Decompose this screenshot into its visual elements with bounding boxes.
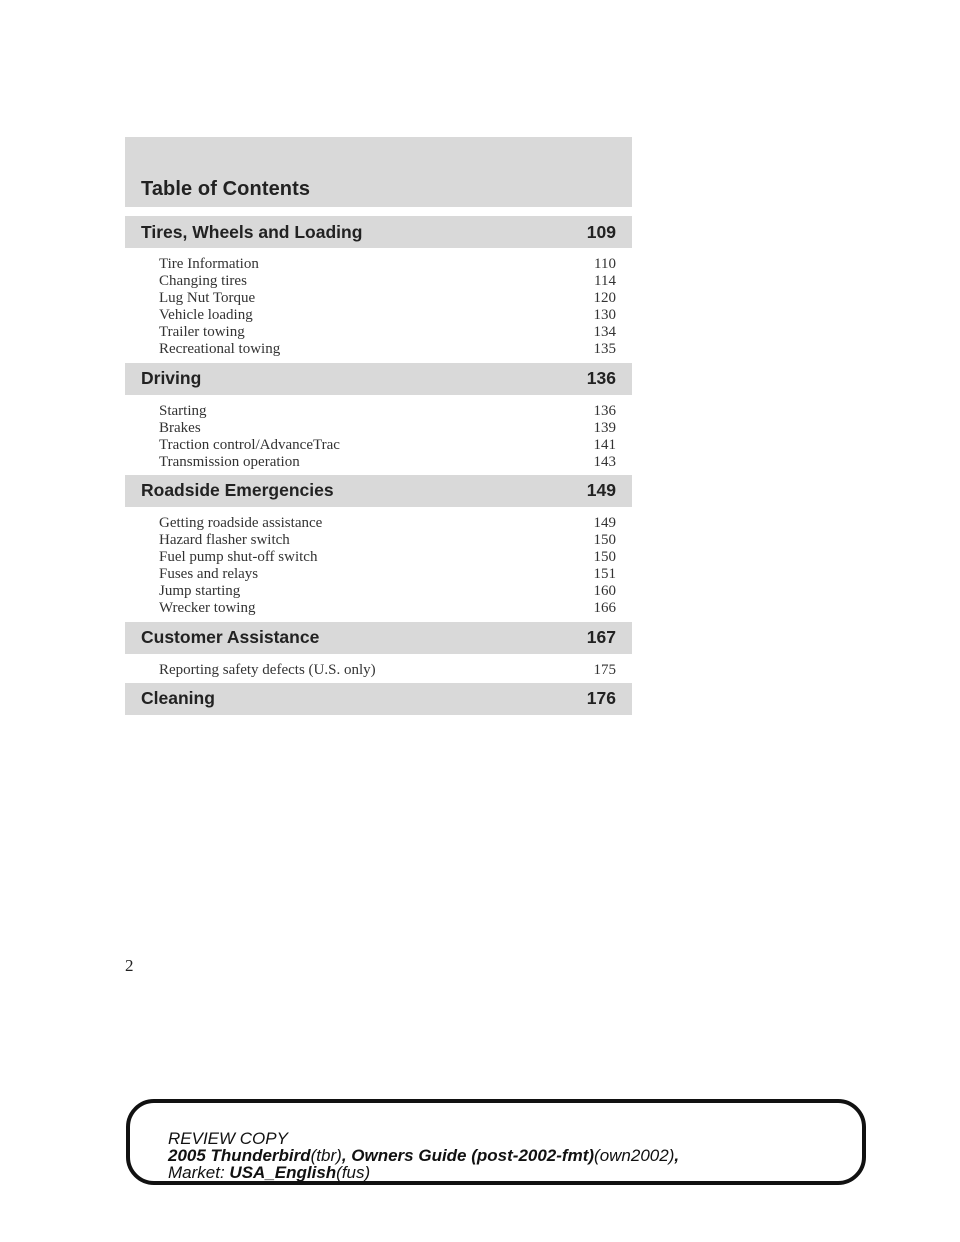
toc-entry-label: Recreational towing	[159, 341, 281, 358]
toc-entry[interactable]	[159, 290, 616, 307]
toc-section-heading[interactable]	[125, 363, 632, 395]
footer-guide-code: (own2002)	[594, 1146, 675, 1165]
toc-entry-page: 150	[593, 532, 616, 549]
toc-entry[interactable]	[159, 256, 616, 273]
section-items	[125, 507, 632, 622]
footer-model-line	[168, 1147, 679, 1164]
toc-entry-label: Fuel pump shut-off switch	[159, 549, 318, 566]
toc-entry-page: 160	[593, 583, 616, 600]
toc-entry-label: Trailer towing	[159, 324, 245, 341]
toc-entry-page: 166	[593, 600, 616, 617]
toc-entry-page: 134	[593, 324, 616, 341]
toc-entry-label: Jump starting	[159, 583, 241, 600]
toc-entry-label: Hazard flasher switch	[159, 532, 290, 549]
section-items	[125, 248, 632, 363]
section-title: Cleaning	[141, 688, 215, 709]
toc-entry[interactable]	[159, 549, 616, 566]
toc-entry[interactable]	[159, 307, 616, 324]
toc-section-heading[interactable]	[125, 216, 632, 248]
toc-entry-label: Reporting safety defects (U.S. only)	[159, 661, 376, 678]
toc-section-heading[interactable]	[125, 622, 632, 654]
footer-separator: ,	[341, 1146, 352, 1165]
toc-entry-label: Vehicle loading	[159, 307, 253, 324]
section-page: 109	[586, 221, 616, 242]
toc-entry-label: Tire Information	[159, 256, 259, 272]
toc-entry-page: 150	[593, 549, 616, 566]
toc-section-heading[interactable]	[125, 683, 632, 715]
section-page: 149	[586, 480, 616, 501]
toc-entry-label: Fuses and relays	[159, 566, 259, 583]
footer-separator-2: ,	[674, 1146, 680, 1165]
toc-entry[interactable]	[159, 662, 616, 679]
toc-entry[interactable]	[159, 532, 616, 549]
table-of-contents	[125, 216, 632, 715]
toc-entry-page: 175	[593, 661, 616, 678]
section-page: 176	[586, 688, 616, 709]
footer-guide: Owners Guide (post-2002-fmt)	[351, 1146, 595, 1165]
section-page: 167	[586, 627, 616, 647]
toc-entry-page: 120	[593, 290, 616, 307]
section-title: Roadside Emergencies	[141, 480, 334, 501]
toc-entry[interactable]	[159, 454, 616, 471]
toc-entry[interactable]	[159, 515, 616, 532]
footer-text	[168, 1130, 679, 1181]
section-items	[125, 395, 632, 475]
page-header	[125, 137, 632, 207]
footer-market: USA_English	[229, 1163, 337, 1182]
toc-entry-page: 143	[593, 453, 616, 470]
footer-review-label: REVIEW COPY	[168, 1129, 288, 1148]
section-page: 136	[586, 368, 616, 389]
toc-entry[interactable]	[159, 273, 616, 290]
toc-section-heading[interactable]	[125, 475, 632, 507]
toc-entry[interactable]	[159, 566, 616, 583]
footer-market-code: (fus)	[336, 1163, 371, 1182]
review-copy-footer	[126, 1099, 866, 1185]
toc-entry-label: Wrecker towing	[159, 600, 256, 617]
toc-entry-label: Getting roadside assistance	[159, 514, 323, 531]
toc-entry[interactable]	[159, 583, 616, 600]
page-number: 2	[125, 956, 134, 975]
toc-entry-label: Transmission operation	[159, 453, 300, 470]
toc-entry[interactable]	[159, 324, 616, 341]
toc-entry-page: 135	[593, 341, 616, 358]
toc-entry-label: Lug Nut Torque	[159, 290, 256, 307]
toc-entry-label: Changing tires	[159, 273, 247, 290]
toc-entry[interactable]	[159, 600, 616, 617]
toc-entry[interactable]	[159, 403, 616, 420]
toc-entry[interactable]	[159, 420, 616, 437]
toc-entry-label: Starting	[159, 402, 207, 419]
toc-entry-page: 149	[593, 514, 616, 531]
footer-model-code: (tbr)	[310, 1146, 342, 1165]
toc-entry-page: 114	[594, 273, 616, 290]
page-title: Table of Contents	[141, 178, 311, 200]
toc-entry-page: 141	[593, 436, 616, 453]
toc-entry-page: 130	[593, 307, 616, 324]
section-title: Driving	[141, 368, 202, 389]
toc-entry[interactable]	[159, 341, 616, 358]
footer-market-line	[168, 1164, 679, 1181]
toc-entry-page: 139	[593, 419, 616, 436]
toc-entry-page: 136	[593, 402, 616, 419]
toc-entry-label: Traction control/AdvanceTrac	[159, 436, 340, 453]
toc-entry-label: Brakes	[159, 419, 201, 436]
toc-entry-page: 110	[594, 256, 616, 272]
section-items	[125, 654, 632, 683]
toc-entry[interactable]	[159, 437, 616, 454]
section-title: Tires, Wheels and Loading	[141, 221, 363, 242]
section-title: Customer Assistance	[141, 627, 320, 647]
footer-model: 2005 Thunderbird	[168, 1146, 311, 1165]
footer-review-line	[168, 1130, 679, 1147]
toc-entry-page: 151	[593, 566, 616, 583]
footer-market-label: Market:	[168, 1163, 225, 1182]
